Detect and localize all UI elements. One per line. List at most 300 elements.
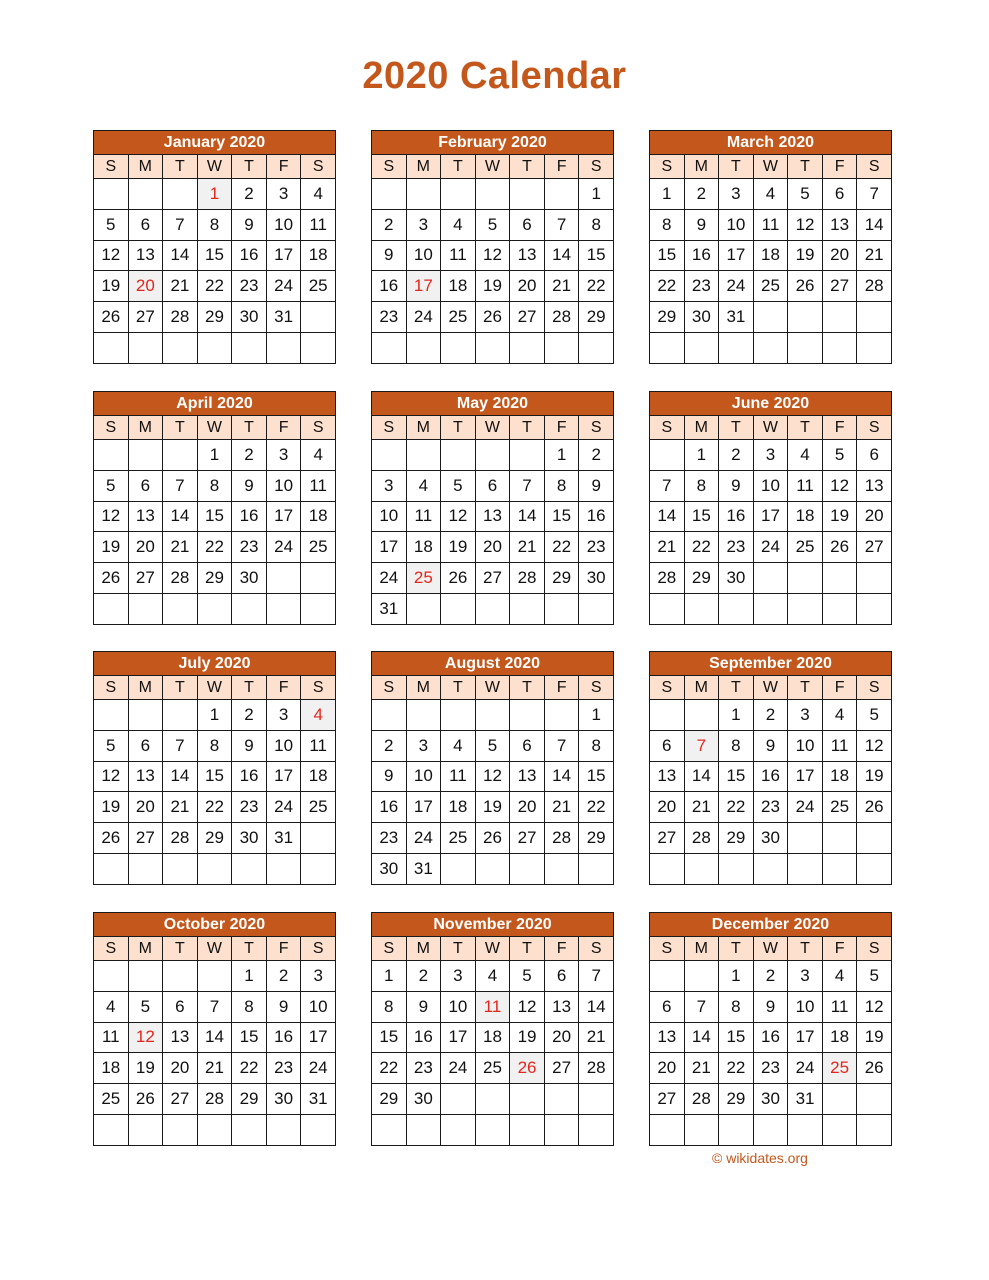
- day-cell: 19: [510, 1022, 545, 1053]
- month-title: April 2020: [94, 392, 336, 416]
- day-cell: [857, 853, 892, 884]
- day-cell: 21: [163, 271, 198, 302]
- day-cell: 30: [684, 302, 719, 333]
- day-cell: 25: [753, 271, 788, 302]
- weekday-header: W: [753, 416, 788, 440]
- day-cell: [441, 1114, 476, 1145]
- day-cell: [406, 179, 441, 210]
- month-calendar: [93, 651, 336, 885]
- day-cell: 30: [753, 1084, 788, 1115]
- day-cell: 20: [128, 532, 163, 563]
- weekday-header: M: [128, 676, 163, 700]
- day-cell: [857, 593, 892, 624]
- day-cell: 19: [128, 1053, 163, 1084]
- month-calendar: [371, 130, 614, 364]
- day-cell: 1: [197, 700, 232, 731]
- day-cell: 20: [510, 792, 545, 823]
- day-cell: 6: [510, 209, 545, 240]
- day-cell: 22: [579, 792, 614, 823]
- day-cell: 9: [579, 470, 614, 501]
- day-cell: 22: [650, 271, 685, 302]
- weekday-header: T: [719, 937, 754, 961]
- day-cell: 13: [650, 761, 685, 792]
- day-cell: 14: [650, 501, 685, 532]
- day-cell: 10: [266, 209, 301, 240]
- day-cell: 25: [301, 792, 336, 823]
- day-cell: [650, 440, 685, 471]
- day-cell: 9: [406, 991, 441, 1022]
- day-cell: [441, 853, 476, 884]
- day-cell: 30: [406, 1084, 441, 1115]
- day-cell: [197, 593, 232, 624]
- weekday-header: F: [822, 676, 857, 700]
- weekday-header: W: [753, 155, 788, 179]
- day-cell: [441, 179, 476, 210]
- day-cell: 5: [822, 440, 857, 471]
- day-cell: 21: [197, 1053, 232, 1084]
- day-cell: 8: [197, 470, 232, 501]
- day-cell: 11: [788, 470, 823, 501]
- day-cell: 14: [857, 209, 892, 240]
- day-cell: [544, 179, 579, 210]
- holiday-day-cell: 7: [684, 730, 719, 761]
- weekday-header: W: [475, 155, 510, 179]
- day-cell: 27: [510, 823, 545, 854]
- day-cell: [301, 563, 336, 594]
- day-cell: [266, 332, 301, 363]
- month-calendar: [93, 391, 336, 625]
- day-cell: 20: [544, 1022, 579, 1053]
- day-cell: 27: [857, 532, 892, 563]
- day-cell: 20: [822, 240, 857, 271]
- day-cell: 28: [684, 1084, 719, 1115]
- day-cell: 7: [163, 209, 198, 240]
- month-title: June 2020: [650, 392, 892, 416]
- day-cell: 12: [94, 240, 129, 271]
- day-cell: [719, 332, 754, 363]
- day-cell: [753, 563, 788, 594]
- day-cell: 29: [197, 823, 232, 854]
- day-cell: 7: [163, 730, 198, 761]
- day-cell: 23: [232, 792, 267, 823]
- day-cell: 24: [301, 1053, 336, 1084]
- day-cell: 15: [197, 501, 232, 532]
- day-cell: 9: [232, 730, 267, 761]
- day-cell: 19: [822, 501, 857, 532]
- day-cell: 9: [753, 991, 788, 1022]
- day-cell: 6: [128, 730, 163, 761]
- holiday-day-cell: 4: [301, 700, 336, 731]
- day-cell: 5: [788, 179, 823, 210]
- day-cell: 14: [163, 761, 198, 792]
- day-cell: 27: [510, 302, 545, 333]
- day-cell: 15: [719, 1022, 754, 1053]
- day-cell: 19: [94, 792, 129, 823]
- day-cell: 29: [197, 302, 232, 333]
- day-cell: 4: [441, 730, 476, 761]
- day-cell: 22: [719, 1053, 754, 1084]
- weekday-header: S: [372, 937, 407, 961]
- weekday-header: F: [544, 937, 579, 961]
- day-cell: 17: [301, 1022, 336, 1053]
- day-cell: 28: [544, 823, 579, 854]
- day-cell: 31: [719, 302, 754, 333]
- weekday-header: M: [406, 155, 441, 179]
- day-cell: [163, 179, 198, 210]
- day-cell: 25: [301, 271, 336, 302]
- day-cell: 20: [475, 532, 510, 563]
- weekday-header: S: [857, 416, 892, 440]
- day-cell: 2: [372, 730, 407, 761]
- day-cell: 23: [684, 271, 719, 302]
- day-cell: [232, 853, 267, 884]
- day-cell: 20: [650, 1053, 685, 1084]
- weekday-header: T: [788, 937, 823, 961]
- day-cell: 9: [753, 730, 788, 761]
- day-cell: [94, 1114, 129, 1145]
- day-cell: [441, 440, 476, 471]
- weekday-header: T: [232, 676, 267, 700]
- day-cell: [441, 700, 476, 731]
- weekday-header: W: [197, 937, 232, 961]
- day-cell: [684, 853, 719, 884]
- day-cell: 1: [579, 179, 614, 210]
- weekday-header: S: [857, 155, 892, 179]
- day-cell: 24: [266, 271, 301, 302]
- weekday-header: S: [372, 155, 407, 179]
- day-cell: 15: [544, 501, 579, 532]
- day-cell: [753, 593, 788, 624]
- day-cell: 28: [163, 563, 198, 594]
- day-cell: [857, 302, 892, 333]
- day-cell: 24: [441, 1053, 476, 1084]
- day-cell: 12: [857, 730, 892, 761]
- day-cell: [510, 332, 545, 363]
- day-cell: 13: [510, 240, 545, 271]
- day-cell: 3: [372, 470, 407, 501]
- weekday-header: W: [475, 676, 510, 700]
- weekday-header: T: [441, 155, 476, 179]
- day-cell: 31: [266, 302, 301, 333]
- day-cell: [406, 1114, 441, 1145]
- weekday-header: T: [719, 155, 754, 179]
- day-cell: 1: [544, 440, 579, 471]
- day-cell: 8: [197, 730, 232, 761]
- day-cell: 31: [266, 823, 301, 854]
- day-cell: 1: [232, 961, 267, 992]
- day-cell: [232, 593, 267, 624]
- day-cell: [163, 853, 198, 884]
- day-cell: 23: [232, 271, 267, 302]
- weekday-header: M: [406, 416, 441, 440]
- day-cell: 8: [544, 470, 579, 501]
- day-cell: [197, 853, 232, 884]
- day-cell: 21: [579, 1022, 614, 1053]
- day-cell: 17: [788, 761, 823, 792]
- day-cell: 13: [128, 501, 163, 532]
- day-cell: [301, 1114, 336, 1145]
- day-cell: 23: [753, 792, 788, 823]
- day-cell: 21: [684, 1053, 719, 1084]
- day-cell: [163, 700, 198, 731]
- day-cell: 8: [579, 730, 614, 761]
- day-cell: 25: [788, 532, 823, 563]
- day-cell: 14: [163, 501, 198, 532]
- weekday-header: W: [197, 155, 232, 179]
- day-cell: 13: [163, 1022, 198, 1053]
- day-cell: 30: [266, 1084, 301, 1115]
- day-cell: 15: [579, 761, 614, 792]
- day-cell: 8: [684, 470, 719, 501]
- day-cell: [510, 593, 545, 624]
- day-cell: 17: [266, 501, 301, 532]
- day-cell: 18: [406, 532, 441, 563]
- day-cell: 20: [857, 501, 892, 532]
- day-cell: 3: [266, 700, 301, 731]
- day-cell: 9: [719, 470, 754, 501]
- day-cell: 2: [719, 440, 754, 471]
- day-cell: [719, 853, 754, 884]
- day-cell: 4: [94, 991, 129, 1022]
- day-cell: 4: [441, 209, 476, 240]
- day-cell: [544, 1084, 579, 1115]
- day-cell: 7: [197, 991, 232, 1022]
- day-cell: [719, 593, 754, 624]
- day-cell: 15: [650, 240, 685, 271]
- weekday-header: S: [579, 937, 614, 961]
- day-cell: 19: [94, 271, 129, 302]
- weekday-header: F: [544, 416, 579, 440]
- weekday-header: W: [753, 676, 788, 700]
- day-cell: 16: [684, 240, 719, 271]
- day-cell: 19: [788, 240, 823, 271]
- weekday-header: T: [232, 155, 267, 179]
- day-cell: 2: [753, 700, 788, 731]
- day-cell: 25: [441, 823, 476, 854]
- month-title: July 2020: [94, 652, 336, 676]
- day-cell: 13: [857, 470, 892, 501]
- day-cell: [128, 440, 163, 471]
- day-cell: [684, 700, 719, 731]
- day-cell: [579, 332, 614, 363]
- day-cell: 14: [197, 1022, 232, 1053]
- day-cell: [857, 563, 892, 594]
- day-cell: 4: [822, 700, 857, 731]
- day-cell: 21: [510, 532, 545, 563]
- day-cell: 5: [475, 209, 510, 240]
- day-cell: 4: [301, 440, 336, 471]
- month-calendar: [93, 130, 336, 364]
- month-title: March 2020: [650, 131, 892, 155]
- day-cell: 5: [510, 961, 545, 992]
- day-cell: 16: [232, 240, 267, 271]
- day-cell: 23: [232, 532, 267, 563]
- weekday-header: T: [510, 155, 545, 179]
- weekday-header: F: [544, 676, 579, 700]
- day-cell: 16: [579, 501, 614, 532]
- day-cell: 2: [266, 961, 301, 992]
- weekday-header: T: [441, 676, 476, 700]
- weekday-header: S: [301, 155, 336, 179]
- day-cell: 22: [197, 532, 232, 563]
- weekday-header: M: [684, 676, 719, 700]
- day-cell: [372, 1114, 407, 1145]
- day-cell: 28: [650, 563, 685, 594]
- day-cell: [788, 823, 823, 854]
- day-cell: 2: [232, 179, 267, 210]
- month-title: December 2020: [650, 913, 892, 937]
- day-cell: [650, 332, 685, 363]
- weekday-header: W: [475, 416, 510, 440]
- day-cell: 10: [788, 991, 823, 1022]
- day-cell: 26: [475, 823, 510, 854]
- day-cell: 29: [232, 1084, 267, 1115]
- weekday-header: S: [650, 155, 685, 179]
- day-cell: 21: [544, 792, 579, 823]
- day-cell: 2: [372, 209, 407, 240]
- weekday-header: T: [163, 937, 198, 961]
- day-cell: 11: [753, 209, 788, 240]
- day-cell: 29: [719, 823, 754, 854]
- day-cell: 28: [684, 823, 719, 854]
- weekday-header: T: [510, 676, 545, 700]
- day-cell: 24: [266, 792, 301, 823]
- day-cell: 21: [684, 792, 719, 823]
- day-cell: 9: [232, 209, 267, 240]
- day-cell: 6: [650, 730, 685, 761]
- day-cell: 18: [822, 761, 857, 792]
- day-cell: 6: [163, 991, 198, 1022]
- month-title: September 2020: [650, 652, 892, 676]
- day-cell: [579, 1114, 614, 1145]
- day-cell: [266, 593, 301, 624]
- day-cell: 6: [128, 209, 163, 240]
- day-cell: 11: [301, 470, 336, 501]
- day-cell: 6: [822, 179, 857, 210]
- weekday-header: T: [441, 416, 476, 440]
- day-cell: [857, 1084, 892, 1115]
- weekday-header: F: [822, 416, 857, 440]
- day-cell: [301, 853, 336, 884]
- day-cell: 1: [684, 440, 719, 471]
- day-cell: [406, 332, 441, 363]
- day-cell: [650, 700, 685, 731]
- day-cell: [475, 1084, 510, 1115]
- day-cell: 11: [441, 240, 476, 271]
- weekday-header: M: [406, 937, 441, 961]
- month-calendar: [649, 912, 892, 1146]
- day-cell: [372, 700, 407, 731]
- day-cell: [822, 853, 857, 884]
- day-cell: 29: [544, 563, 579, 594]
- day-cell: 24: [406, 302, 441, 333]
- day-cell: 6: [128, 470, 163, 501]
- weekday-header: M: [128, 937, 163, 961]
- day-cell: 14: [510, 501, 545, 532]
- day-cell: [232, 1114, 267, 1145]
- day-cell: 6: [857, 440, 892, 471]
- month-calendar: [649, 391, 892, 625]
- day-cell: 14: [684, 761, 719, 792]
- day-cell: [441, 593, 476, 624]
- day-cell: 7: [650, 470, 685, 501]
- day-cell: 30: [232, 823, 267, 854]
- day-cell: 23: [266, 1053, 301, 1084]
- day-cell: 17: [753, 501, 788, 532]
- day-cell: 8: [719, 730, 754, 761]
- weekday-header: F: [266, 416, 301, 440]
- weekday-header: W: [197, 676, 232, 700]
- day-cell: 3: [719, 179, 754, 210]
- holiday-day-cell: 20: [128, 271, 163, 302]
- day-cell: 24: [406, 823, 441, 854]
- day-cell: 18: [753, 240, 788, 271]
- day-cell: 4: [475, 961, 510, 992]
- day-cell: 18: [94, 1053, 129, 1084]
- weekday-header: M: [684, 937, 719, 961]
- day-cell: [544, 853, 579, 884]
- day-cell: [232, 332, 267, 363]
- day-cell: 3: [441, 961, 476, 992]
- month-calendar: [649, 651, 892, 885]
- day-cell: 21: [163, 792, 198, 823]
- day-cell: 5: [94, 730, 129, 761]
- day-cell: [266, 853, 301, 884]
- weekday-header: T: [232, 416, 267, 440]
- day-cell: 14: [579, 991, 614, 1022]
- day-cell: 25: [301, 532, 336, 563]
- day-cell: 10: [753, 470, 788, 501]
- day-cell: [441, 332, 476, 363]
- day-cell: 8: [579, 209, 614, 240]
- day-cell: 12: [822, 470, 857, 501]
- day-cell: 15: [719, 761, 754, 792]
- day-cell: 31: [406, 853, 441, 884]
- day-cell: [197, 1114, 232, 1145]
- day-cell: 29: [579, 823, 614, 854]
- day-cell: 24: [719, 271, 754, 302]
- day-cell: 9: [232, 470, 267, 501]
- day-cell: 13: [510, 761, 545, 792]
- day-cell: 26: [94, 823, 129, 854]
- day-cell: [372, 332, 407, 363]
- day-cell: 2: [232, 700, 267, 731]
- day-cell: 10: [406, 240, 441, 271]
- day-cell: [857, 823, 892, 854]
- weekday-header: T: [510, 416, 545, 440]
- day-cell: 23: [406, 1053, 441, 1084]
- day-cell: 29: [719, 1084, 754, 1115]
- weekday-header: F: [822, 155, 857, 179]
- day-cell: 8: [650, 209, 685, 240]
- day-cell: [822, 1084, 857, 1115]
- day-cell: [753, 332, 788, 363]
- weekday-header: S: [650, 676, 685, 700]
- day-cell: 7: [544, 209, 579, 240]
- day-cell: 13: [128, 240, 163, 271]
- day-cell: 26: [128, 1084, 163, 1115]
- weekday-header: S: [94, 676, 129, 700]
- day-cell: 3: [788, 961, 823, 992]
- day-cell: [684, 961, 719, 992]
- day-cell: 17: [406, 792, 441, 823]
- day-cell: [475, 593, 510, 624]
- day-cell: 9: [372, 761, 407, 792]
- day-cell: 7: [544, 730, 579, 761]
- day-cell: [684, 332, 719, 363]
- day-cell: 29: [197, 563, 232, 594]
- day-cell: 17: [372, 532, 407, 563]
